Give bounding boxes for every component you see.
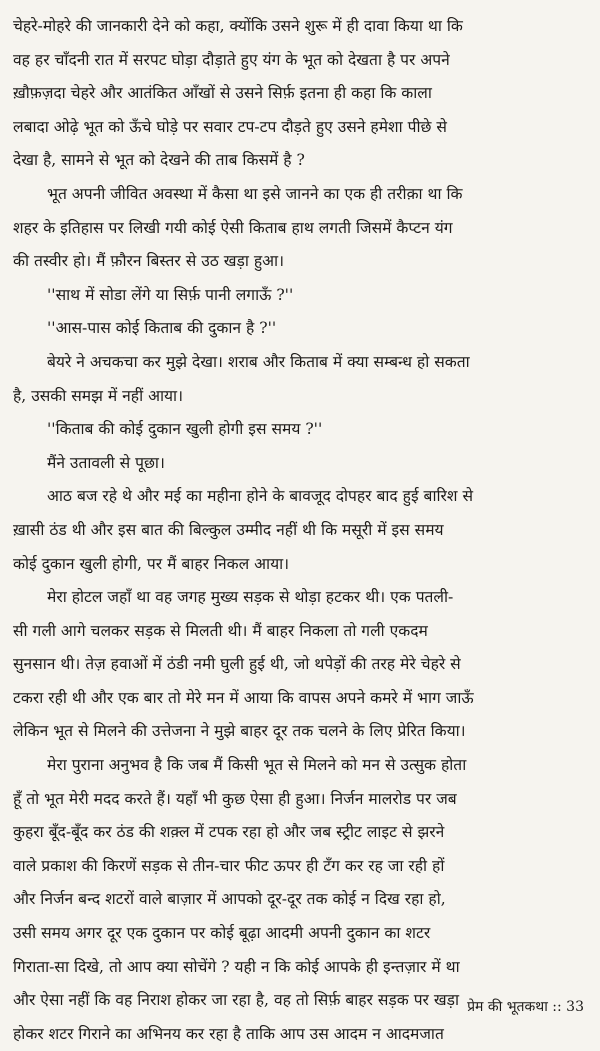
text-line: आठ बज रहे थे और मई का महीना होने के बावजूद दोपहर बाद हुई बारिश से [47,487,474,506]
text-line: ''किताब की कोई दुकान खुली होगी इस समय ?'' [47,420,323,439]
text-line: है, उसकी समझ में नहीं आया। [13,386,184,405]
text-line: ख़ासी ठंड थी और इस बात की बिल्कुल उम्मीद नहीं थी कि मसूरी में इस समय [13,520,444,539]
text-line: हूँ तो भूत मेरी मदद करते हैं। यहाँ भी कुछ ऐसा ही हुआ। निर्जन मालरोड पर जब [13,789,457,808]
text-line: ''आस-पास कोई किताब की दुकान है ?'' [47,319,277,338]
text-line: कोई दुकान खुली होगी, पर मैं बाहर निकल आया। [13,554,290,573]
text-line: होकर शटर गिराने का अभिनय कर रहा है ताकि आप उस आदम न आदमजात [13,1024,444,1043]
text-line: उसी समय अगर दूर एक दुकान पर कोई बूढ़ा आदमी अपनी दुकान का शटर [13,924,431,943]
text-line: लबादा ओढ़े भूत को ऊँचे घोड़े पर सवार टप-टप दौड़ते हुए उसने हमेशा पीछे से [13,117,447,136]
body-text [13,10,591,1051]
text-line: सी गली आगे चलकर सड़क से मिलती थी। मैं बाहर निकला तो गली एकदम [13,621,428,640]
text-line: और ऐसा नहीं कि वह निराश होकर जा रहा है, वह तो सिर्फ़ बाहर सड़क पर खड़ा [13,991,460,1010]
text-line: वाले प्रकाश की किरणें सड़क से तीन-चार फीट ऊपर ही टँग कर रह जा रही हों [13,856,445,875]
text-line: देखा है, सामने से भूत को देखने की ताब किसमें है ? [13,151,305,170]
text-line: कुहरा बूँद-बूँद कर ठंड की शक़्ल में टपक रहा हो और जब स्ट्रीट लाइट से झरने [13,823,445,842]
text-line: मेरा पुराना अनुभव है कि जब मैं किसी भूत से मिलने को मन से उत्सुक होता [47,756,467,775]
text-line: बेयरे ने अचकचा कर मुझे देखा। शराब और किताब में क्या सम्बन्ध हो सकता [47,352,470,371]
text-line: चेहरे-मोहरे की जानकारी देने को कहा, क्योंकि उसने शुरू में ही दावा किया था कि [13,17,463,35]
text-line: गिराता-सा दिखे, तो आप क्या सोचेंगे ? यही न कि कोई आपके ही इन्तज़ार में था [13,957,460,976]
text-line: वह हर चाँदनी रात में सरपट घोड़ा दौड़ाते हुए यंग के भूत को देखता है पर अपने [13,50,450,69]
text-line: ख़ौफ़ज़दा चेहरे और आतंकित आँखों से उसने सिर्फ़ इतना ही कहा कि काला [13,84,432,103]
text-line: टकरा रही थी और एक बार तो मेरे मन में आया कि वापस अपने कमरे में भाग जाऊँ [13,688,474,707]
text-line: और निर्जन बन्द शटरों वाले बाज़ार में आपको दूर-दूर तक कोई न दिख रहा हो, [13,890,446,909]
text-line: ''साथ में सोडा लेंगे या सिर्फ़ पानी लगाऊँ ?'' [47,285,294,304]
text-line: सुनसान थी। तेज़ हवाओं में ठंडी नमी घुली हुई थी, जो थपेड़ों की तरह मेरे चेहरे से [13,655,461,674]
text-line: मैंने उतावली से पूछा। [47,453,165,472]
text-line: मेरा होटल जहाँ था वह जगह मुख्य सड़क से थोड़ा हटकर थी। एक पतली- [47,588,454,607]
page-footer: प्रेम की भूतकथा :: 33 [467,999,584,1015]
text-line: की तस्वीर हो। मैं फ़ौरन बिस्तर से उठ खड़ा हुआ। [13,252,285,271]
text-line: लेकिन भूत से मिलने की उत्तेजना ने मुझे बाहर दूर तक चलने के लिए प्रेरित किया। [13,722,466,741]
text-line: भूत अपनी जीवित अवस्था में कैसा था इसे जानने का एक ही तरीक़ा था कि [47,184,463,203]
text-line: शहर के इतिहास पर लिखी गयी कोई ऐसी किताब हाथ लगती जिसमें कैप्टन यंग [13,218,453,237]
